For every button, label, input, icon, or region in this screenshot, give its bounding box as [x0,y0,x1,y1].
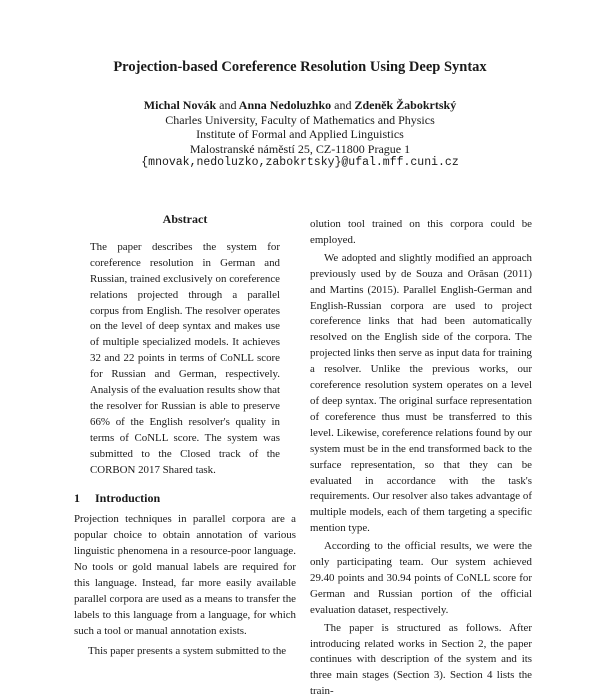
author-block [0,98,600,171]
author-emails: {mnovak,nedoluzko,zabokrtsky}@ufal.mff.cuni.cz [141,156,459,170]
section-number: 1 [74,490,80,505]
section-heading-introduction [74,491,296,507]
author-1: Michal Novák [143,98,217,112]
section-title: Introduction [95,490,161,505]
intro-paragraph-2: This paper presents a system submitted to the [88,644,287,657]
abstract-heading: Abstract [162,212,208,226]
body-paragraph-2: According to the official results, we were the only participating team. Our system achieved 29.40 points and 30.94 points of CoNLL score for German and Russian portion of the official evaluation dataset, respectively. [310,540,532,616]
author-separator: and [334,98,352,112]
intro-paragraph-1: Projection techniques in parallel corpora are a popular choice to obtain annotation of various linguistic phenomena in a resource-poor language. No tools or gold manual labels are required for this language. Instead, far more easily available parallel corpora are used as a means to transfer the labels to this language from a language, for which such a tool or manual annotation exists. [74,513,296,637]
affiliation-line: Institute of Formal and Applied Linguistics [196,127,404,142]
author-3: Zdeněk Žabokrtský [354,98,457,112]
paper-title: Projection-based Coreference Resolution Using Deep Syntax [113,59,487,75]
body-paragraph-3: The paper is structured as follows. After introducing related works in Section 2, the paper continues with description of the system and its three main stages (Section 3). Section 4 lists the train- [310,621,532,698]
continuation-text: olution tool trained on this corpora could be employed. [310,218,532,246]
affiliation-line: Malostranské náměstí 25, CZ-11800 Prague 1 [189,141,411,156]
right-column [310,217,532,700]
left-column [74,212,296,660]
author-names [0,98,600,113]
affiliation-line: Charles University, Faculty of Mathematics and Physics [165,112,435,127]
author-separator: and [219,98,237,112]
author-2: Anna Nedoluzhko [238,98,332,112]
body-paragraph-1: We adopted and slightly modified an approach previously used by de Souza and Orăsan (2011) and Martins (2015). Parallel English-German and English-Russian corpora are used to project coreference links that had been automatically resolved on the English side of the corpora. The projected links then serve as input data for training a resolver. Unlike the previous works, our coreference resolution system operates on a level of deep syntax. The original surface representation of coreference thus must be transferred to this level. Likewise, coreference relations found by our system must be in the end transformed back to the surface representation, so that they can be evaluated in accordance with the task's requirements. Our resolver also takes advantage of multiple models, each of them targeting a specific mention type. [310,251,532,535]
abstract-text: The paper describes the system for coreference resolution in German and Russian, trained exclusively on coreference relations projected through a parallel corpus from English. The resolver operates on the level of deep syntax and makes use of multiple specialized models. It achieves 32 and 22 points in terms of CoNLL score for Russian and German, respectively. Analysis of the evaluation results show that the resolver for Russian is able to preserve 66% of the English resolver's quality in terms of CoNLL score. The system was submitted to the Closed track of the CORBON 2017 Shared task. [90,240,280,476]
